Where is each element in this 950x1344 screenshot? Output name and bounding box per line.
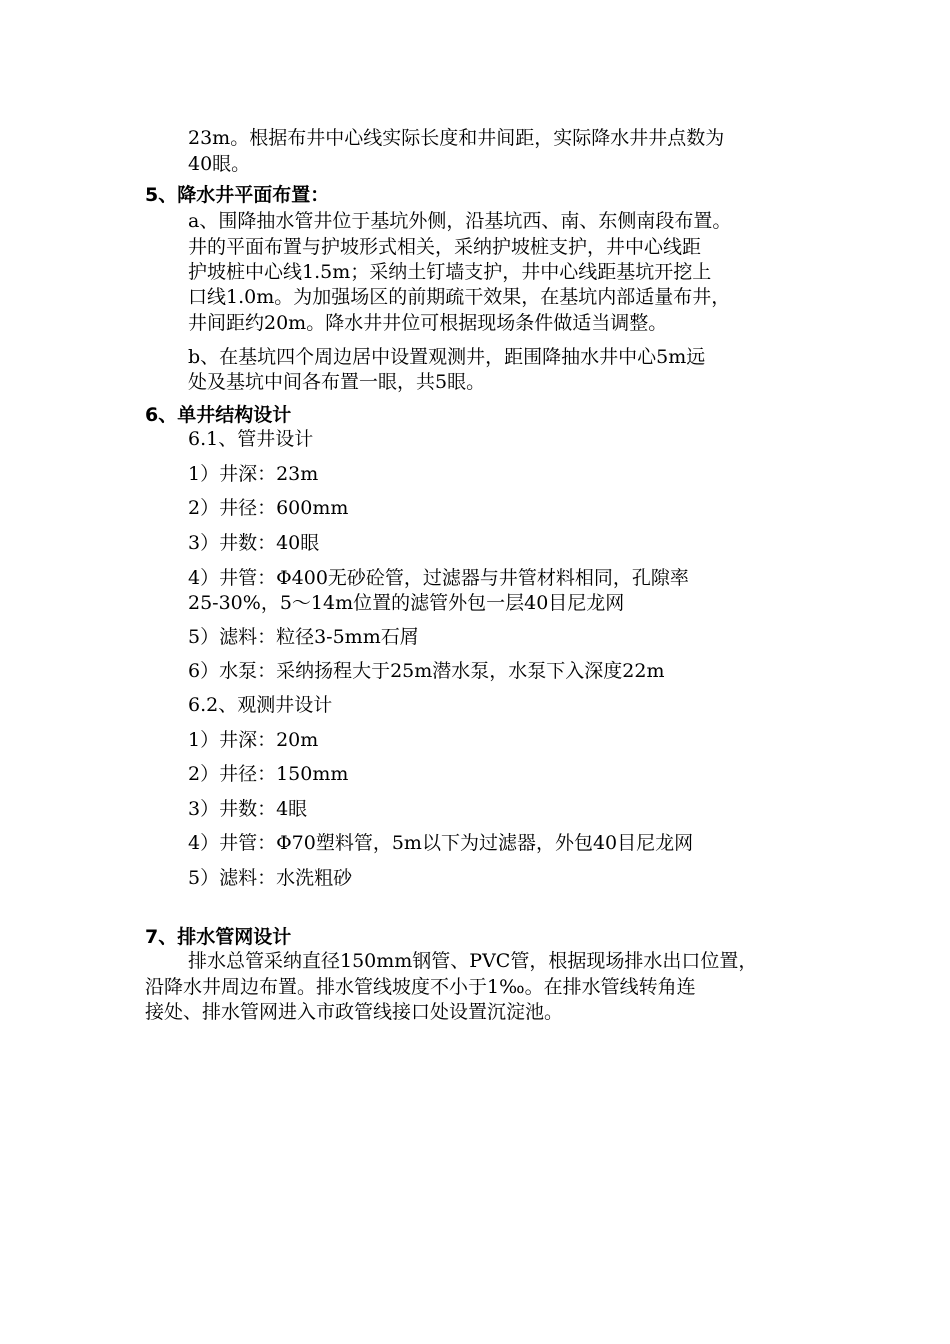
list-item: 5）滤料：水洗粗砂 <box>188 867 353 889</box>
list-item: 3）井数：40眼 <box>188 532 320 554</box>
text-line: b、在基坑四个周边居中设置观测井，距围降抽水井中心5m远 <box>188 346 706 368</box>
list-item: 4）井管：Φ70塑料管，5m以下为过滤器，外包40目尼龙网 <box>188 832 694 854</box>
list-item: 1）井深：23m <box>188 463 319 485</box>
list-item: 2）井径：150mm <box>188 763 349 785</box>
section-heading-6: 6、单井结构设计 <box>145 404 292 426</box>
list-item: 5）滤料：粒径3-5mm石屑 <box>188 626 419 648</box>
text-line: 处及基坑中间各布置一眼，共5眼。 <box>188 371 486 393</box>
text-line: 接处、排水管网进入市政管线接口处设置沉淀池。 <box>145 1001 564 1023</box>
text-line: 40眼。 <box>188 153 251 175</box>
text-line: 井间距约20m。降水井井位可根据现场条件做适当调整。 <box>188 312 668 334</box>
section-heading-5: 5、降水井平面布置： <box>145 184 330 206</box>
text-line: 排水总管采纳直径150mm钢管、PVC管，根据现场排水出口位置， <box>188 950 758 972</box>
list-item: 2）井径：600mm <box>188 497 349 519</box>
subsection-heading: 6.1、管井设计 <box>188 428 314 450</box>
section-heading-7: 7、排水管网设计 <box>145 926 292 948</box>
text-line: 护坡桩中心线1.5m；采纳土钉墙支护，井中心线距基坑开挖上 <box>188 261 712 283</box>
text-line: 口线1.0m。为加强场区的前期疏干效果，在基坑内部适量布井， <box>188 286 731 308</box>
text-line: 沿降水井周边布置。排水管线坡度不小于1‰。在排水管线转角连 <box>145 976 696 998</box>
text-line: 23m。根据布井中心线实际长度和井间距，实际降水井井点数为 <box>188 127 725 149</box>
list-item: 25-30%，5～14m位置的滤管外包一层40目尼龙网 <box>188 592 625 614</box>
list-item: 4）井管：Φ400无砂砼管，过滤器与井管材料相同，孔隙率 <box>188 567 689 589</box>
text-line: a、围降抽水管井位于基坑外侧，沿基坑西、南、东侧南段布置。 <box>188 210 732 232</box>
list-item: 6）水泵：采纳扬程大于25m潜水泵，水泵下入深度22m <box>188 660 665 682</box>
list-item: 3）井数：4眼 <box>188 798 308 820</box>
text-line: 井的平面布置与护坡形式相关，采纳护坡桩支护，井中心线距 <box>188 236 702 258</box>
list-item: 1）井深：20m <box>188 729 319 751</box>
subsection-heading: 6.2、观测井设计 <box>188 694 333 716</box>
